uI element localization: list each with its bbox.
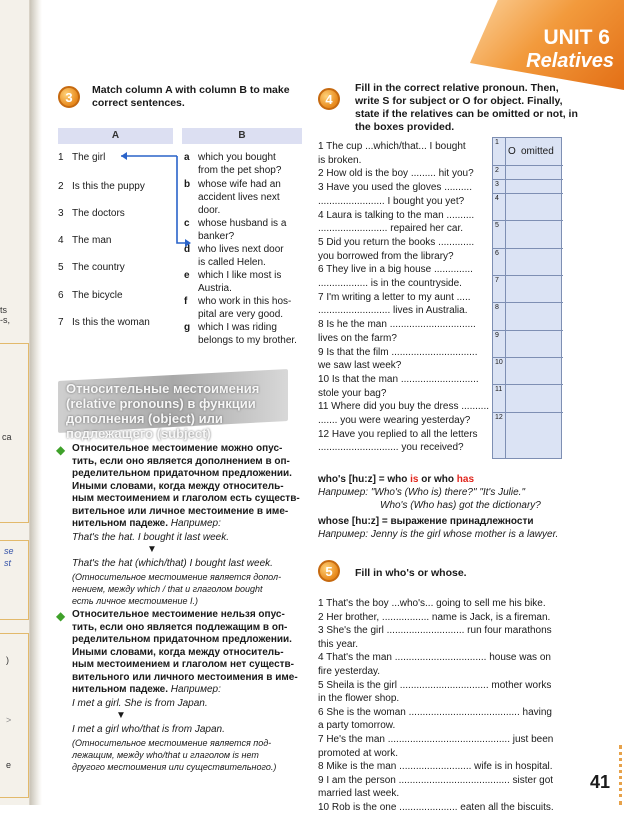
exercise-5-line: 9 I am the person ........................................ sister got <box>318 774 554 786</box>
note-1: (Относительное местоимение является допол- нением, между which / that и глаголом bought есть личное местоимение I.) <box>72 572 282 606</box>
note-2: (Относительное местоимение является под- лежащим, между who/that и глаголом is нет другого местоимения или существительного.) <box>72 738 277 772</box>
exercise-5-line: this year. <box>318 638 359 650</box>
column-a-item: 5 The country <box>58 262 125 273</box>
exercise-4-line: .................. is in the countryside. <box>318 278 462 289</box>
bullet-icon: ◆ <box>56 609 66 623</box>
column-b-item: b whose wife had an <box>184 179 281 190</box>
exercise-4-line: 7 I'm writing a letter to my aunt ..... <box>318 291 471 303</box>
answer-row: 6 <box>493 248 563 249</box>
example-1a: That's the hat. I bought it last week. <box>72 532 229 543</box>
exercise-4-instruction: Fill in the correct relative pronoun. Then, write S for subject or O for object. Finally, state if the relatives can be omitted or not, in the boxes provided. <box>355 82 578 133</box>
exercise-5-line: promoted at work. <box>318 747 399 759</box>
left-page-edge <box>0 0 30 805</box>
whose-definition: whose [hu:z] = выражение принадлежности <box>318 516 534 527</box>
column-a-item: 2 Is this the puppy <box>58 181 145 192</box>
column-b-item: e which I like most is <box>184 270 282 281</box>
column-a-item: 1 The girl <box>58 152 106 163</box>
exercise-4-line: 8 Is he the man ............................... <box>318 319 476 331</box>
margin-text: -s, <box>0 315 10 325</box>
exercise-5-line: in the flower shop. <box>318 693 400 705</box>
margin-text: st <box>4 558 12 568</box>
answer-row: 3 <box>493 179 563 180</box>
exercise-5-line: a party tomorrow. <box>318 720 396 732</box>
column-a-item: 3 The doctors <box>58 208 125 219</box>
answer-row: 8 <box>493 302 563 303</box>
margin-text: > <box>6 715 12 725</box>
exercise-4-line: 4 Laura is talking to the man .......... <box>318 209 475 221</box>
exercise-5-line: fire yesterday. <box>318 666 381 677</box>
example-2b: I met a girl who/that is from Japan. <box>72 724 225 735</box>
bullet-icon: ◆ <box>56 443 66 457</box>
column-b-item: a which you bought <box>184 152 276 163</box>
exercise-4-badge: 4 <box>318 88 340 110</box>
exercise-4-line: 3 Have you used the gloves .......... <box>318 182 472 194</box>
exercise-4-line: 12 Have you replied to all the letters <box>318 428 478 440</box>
example-2a: I met a girl. She is from Japan. <box>72 698 208 709</box>
margin-text: ) <box>6 655 9 665</box>
margin-text: se <box>4 546 14 556</box>
answer-row: 7 <box>493 275 563 276</box>
column-a-item: 4 The man <box>58 235 112 246</box>
exercise-3-instruction: Match column A with column B to make correct sentences. <box>92 84 290 109</box>
page-binding <box>30 0 42 805</box>
exercise-3-badge: 3 <box>58 86 80 108</box>
answer-row: 2 <box>493 165 563 166</box>
column-b-header: B <box>182 128 302 144</box>
column-a-item: 6 The bicycle <box>58 290 123 301</box>
exercise-4-line: stole your bag? <box>318 387 387 399</box>
exercise-5-line: married last week. <box>318 788 400 800</box>
exercise-4-line: ....... you were wearing yesterday? <box>318 415 471 426</box>
match-arrow <box>115 150 195 250</box>
margin-text: ts <box>0 305 8 315</box>
page-number: 41 <box>589 772 610 792</box>
exercise-5-line: 6 She is the woman ........................................ having <box>318 706 552 718</box>
example-1b: That's the hat (which/that) I bought last week. <box>72 558 273 569</box>
exercise-5-line: 1 That's the boy ...who's... going to sell me his bike. <box>318 598 546 609</box>
answer-row: 5 <box>493 220 563 221</box>
exercise-5-line: 10 Rob is the one ..................... eaten all the biscuits. <box>318 802 554 813</box>
column-a-item: 7 Is this the woman <box>58 317 150 328</box>
whos-definition: who's [hu:z] = who is or who has <box>318 474 475 485</box>
exercise-4-line: 9 Is that the film ............................... <box>318 346 478 358</box>
column-b-item-cont: belongs to my brother. <box>198 335 297 346</box>
exercise-4-line: 1 The cup ...which/that... I bought <box>318 141 466 152</box>
rule-bullet-1: Относительное местоимение можно опус- тить, если оно является дополнением в оп- ределительном придаточном предложении. Иными словами, когда между относитель- ным местоимением и глаголом есть существ- вительное или личное местоимение в име- нительном падеже. Например: <box>72 443 300 529</box>
exercise-4-line: 2 How old is the boy ......... hit you? <box>318 168 474 180</box>
exercise-5-line: 8 Mike is the man .......................... wife is in hospital. <box>318 761 553 773</box>
answer-1-omit: omitted <box>521 146 554 157</box>
answer-row: 11 <box>493 384 563 385</box>
column-b-item: d who lives next door <box>184 244 284 255</box>
exercise-5-line: 7 He's the man ............................................ just been <box>318 734 554 745</box>
exercise-4-line: you borrowed from the library? <box>318 250 454 262</box>
exercise-4-line: ......................... repaired her car. <box>318 223 464 235</box>
exercise-4-line: ............................. you received? <box>318 442 464 454</box>
exercise-4-line: 5 Did you return the books ............. <box>318 236 475 248</box>
exercise-4-line: lives on the farm? <box>318 332 397 344</box>
column-b-item-cont: is called Helen. <box>198 257 266 268</box>
column-b-item: g which I was riding <box>184 322 277 333</box>
exercise-5-line: 5 Sheila is the girl ................................ mother works <box>318 679 552 691</box>
unit-title: Relatives <box>526 50 614 72</box>
whos-example-1: Например: "Who's (Who is) there?" "It's Julie." <box>318 487 526 498</box>
page-dots <box>619 745 622 805</box>
answer-row: 10 <box>493 357 563 358</box>
whose-example: Например: Jenny is the girl whose mother is a lawyer. <box>318 529 559 540</box>
exercise-4-line: we saw last week? <box>318 360 402 372</box>
column-a-header: A <box>58 128 173 144</box>
answer-boxes <box>492 137 562 459</box>
exercise-4-line: 6 They live in a big house .............. <box>318 264 473 276</box>
answer-row: 4 <box>493 193 563 194</box>
rule-bullet-2: Относительное местоимение нельзя опус- тить, если оно является подлежащим в оп- ределительном придаточном предложении. Иными словами, когда между относитель- ным местоимением и глаголом нет существ- вительного или личного местоимения в име- нительном падеже. Например: <box>72 609 298 695</box>
rule-title: Относительные местоимения (relative pronouns) в функции дополнения (object) или подлежащего (subject) <box>66 381 260 441</box>
down-arrow-icon: ▼ <box>116 710 126 721</box>
column-b-item-cont: Austria. <box>198 283 232 294</box>
answer-row: 12 <box>493 412 563 413</box>
exercise-5-line: 4 That's the man ................................. house was on <box>318 652 551 664</box>
column-b-item-cont: pital are very good. <box>198 309 284 320</box>
exercise-4-line: 10 Is that the man ............................ <box>318 373 479 385</box>
exercise-5-line: 3 She's the girl ............................ run four marathons <box>318 625 552 637</box>
exercise-4-line: 11 Where did you buy the dress .......... <box>318 401 490 413</box>
exercise-4-line: is broken. <box>318 154 362 166</box>
column-b-item-cont: from the pet shop? <box>198 165 282 176</box>
exercise-5-badge: 5 <box>318 560 340 582</box>
exercise-4-line: ........................ I bought you yet? <box>318 195 465 207</box>
column-b-item-cont: accident lives next <box>198 192 280 203</box>
answer-row: 9 <box>493 330 563 331</box>
column-b-item: c whose husband is a <box>184 218 287 229</box>
answer-row: 1 <box>495 139 499 146</box>
column-b-item-cont: door. <box>198 205 221 216</box>
margin-text: e <box>6 760 12 770</box>
column-b-item-cont: banker? <box>198 231 235 242</box>
margin-text: ca <box>2 432 12 442</box>
whos-example-2: Who's (Who has) got the dictionary? <box>380 500 541 511</box>
down-arrow-icon: ▼ <box>147 544 157 555</box>
answer-1-type: O <box>508 146 516 157</box>
exercise-5-instruction: Fill in who's or whose. <box>355 567 467 579</box>
unit-number: UNIT 6 <box>543 26 610 49</box>
column-b-item: f who work in this hos- <box>184 296 292 307</box>
exercise-4-line: .......................... lives in Australia. <box>318 305 468 317</box>
exercise-5-line: 2 Her brother, ................. name is Jack, is a fireman. <box>318 611 551 623</box>
